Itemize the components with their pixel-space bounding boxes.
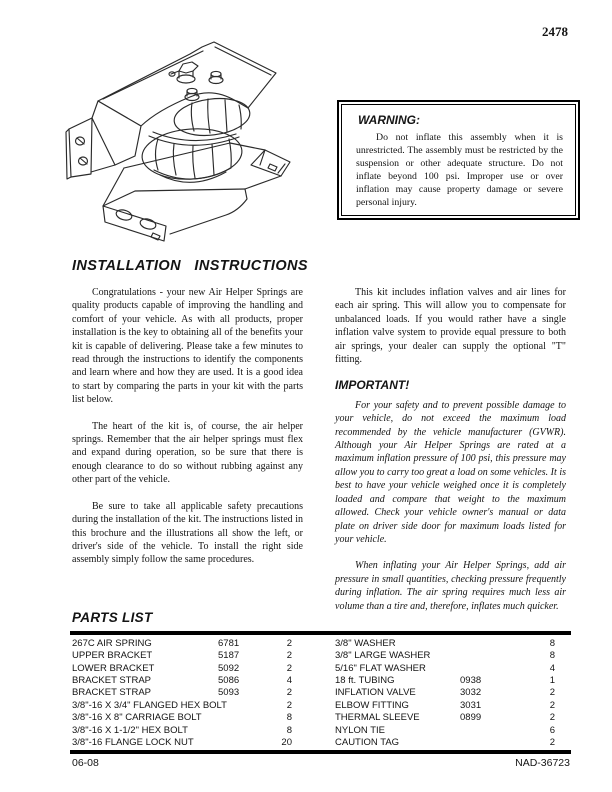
part-desc: NYLON TIE [335,724,385,736]
parts-row [72,674,292,686]
parts-row [72,637,292,649]
part-qty: 8 [549,650,555,662]
part-number: 0938 [460,675,482,687]
parts-row [335,712,555,724]
part-qty: 6 [549,724,555,736]
part-qty: 20 [281,737,292,749]
part-qty: 4 [549,662,555,674]
parts-table-right [335,637,555,749]
part-qty: 2 [549,737,555,749]
part-desc: 3/8"-16 X 3/4" FLANGED HEX BOLT [72,699,227,711]
part-desc: ELBOW FITTING [335,699,409,711]
paragraph: For your safety and to prevent possible damage to your vehicle, do not exceed the maximum load recommended by the vehicle manufacturer (GVWR). Although your Air Helper Springs are rated at a maximum inflation pressure of 100 psi, this pressure may allow you to carry too great a load on some vehicles. It is best to have your vehicle weighed once it is completely loaded and compare that weight to the maximum allowed. Check your vehicle owner's manual or data plate on driver side door for maximum loads listed for your vehicle. [335,399,566,545]
parts-row [72,724,292,736]
part-desc: 18 ft. TUBING [335,675,395,687]
parts-row [72,687,292,699]
right-column [335,286,566,626]
part-desc: 3/8" WASHER [335,637,396,649]
part-qty: 2 [549,687,555,699]
part-qty: 8 [549,637,555,649]
parts-row [335,674,555,686]
footer-document-code: NAD-36723 [515,757,570,769]
left-column [72,286,303,580]
paragraph: When inflating your Air Helper Springs, add air pressure in small quantities, checking pressure frequently during inflation. The air spring requires much less air volume than a tire and, therefore, inflates much quicker. [335,560,566,612]
parts-row [335,637,555,649]
paragraph: Be sure to take all applicable safety precautions during the installation of the kit. The instructions listed in this brochure and the illustrations all show the left, or driver's side of the vehicle. To install the right side assembly simply follow the same procedures. [72,500,303,566]
part-qty: 2 [286,699,292,711]
part-number: 5187 [218,650,240,662]
part-number: 6781 [218,637,240,649]
footer-rule [70,750,571,754]
part-desc: 3/8"-16 X 1-1/2" HEX BOLT [72,724,188,736]
part-qty: 1 [549,675,555,687]
parts-row [335,737,555,749]
part-number: 5092 [218,662,240,674]
installation-instructions-heading: INSTALLATION INSTRUCTIONS [72,258,308,274]
part-number: 3032 [460,687,482,699]
part-qty: 2 [549,699,555,711]
part-qty: 2 [549,712,555,724]
part-desc: INFLATION VALVE [335,687,416,699]
warning-title: WARNING: [358,113,420,127]
part-qty: 2 [286,637,292,649]
parts-row [335,662,555,674]
parts-row [335,687,555,699]
parts-row [72,649,292,661]
part-qty: 2 [286,662,292,674]
page-number: 2478 [542,24,568,39]
part-number: 5093 [218,687,240,699]
parts-row [335,649,555,661]
paragraph: Congratulations - your new Air Helper Springs are quality products capable of improving the handling and comfort of your vehicle. As with all products, proper installation is the key to obtaining all of the benefits your kit is capable of delivering. Please take a few minutes to read through the instructions to identify the components and learn where and how they are used. It is a good idea to start by comparing the parts in your kit with the parts list below. [72,287,303,406]
warning-box [337,100,580,220]
part-number: 0899 [460,712,482,724]
part-desc: LOWER BRACKET [72,662,155,674]
parts-table-left [72,637,292,749]
part-qty: 2 [286,687,292,699]
parts-list-top-rule [70,631,571,635]
parts-row [72,737,292,749]
part-qty: 8 [286,712,292,724]
part-desc: 3/8" LARGE WASHER [335,650,431,662]
paragraph: This kit includes inflation valves and air lines for each air spring. This will allow you to compensate for unbalanced loads. If you would rather have a single inflation valve system to provide equal pressure to both air springs, your dealer can supply the optional "T" fitting. [335,287,566,366]
part-desc: UPPER BRACKET [72,650,153,662]
part-qty: 2 [286,650,292,662]
part-desc: 3/8"-16 FLANGE LOCK NUT [72,737,194,749]
parts-row [335,699,555,711]
part-desc: CAUTION TAG [335,737,400,749]
parts-row [72,712,292,724]
warning-body: Do not inflate this assembly when it is unrestricted. The assembly must be restricted by the suspension or other adequate structure. Do not inflate beyond 100 psi. Improper use or over inflation may cause property damage or severe personal injury. [356,132,563,209]
parts-row [335,724,555,736]
parts-list-heading: PARTS LIST [72,610,153,625]
warning-box-inner [341,104,576,216]
part-desc: 267C AIR SPRING [72,637,152,649]
air-spring-assembly-drawing [40,38,322,248]
part-desc: 3/8"-16 X 8" CARRIAGE BOLT [72,712,202,724]
paragraph: The heart of the kit is, of course, the air helper springs. Remember that the air helper springs must flex and expand during operation, so be sure that there is enough clearance to do so without rubbing against any other part of the vehicle. [72,420,303,486]
part-qty: 4 [286,675,292,687]
footer-date-code: 06-08 [72,757,99,769]
parts-row [72,662,292,674]
part-desc: BRACKET STRAP [72,675,152,687]
part-desc: THERMAL SLEEVE [335,712,420,724]
part-desc: 5/16" FLAT WASHER [335,662,426,674]
part-desc: BRACKET STRAP [72,687,152,699]
part-qty: 8 [286,724,292,736]
parts-row [72,699,292,711]
part-number: 3031 [460,699,482,711]
important-heading: IMPORTANT! [335,378,410,393]
part-number: 5086 [218,675,240,687]
